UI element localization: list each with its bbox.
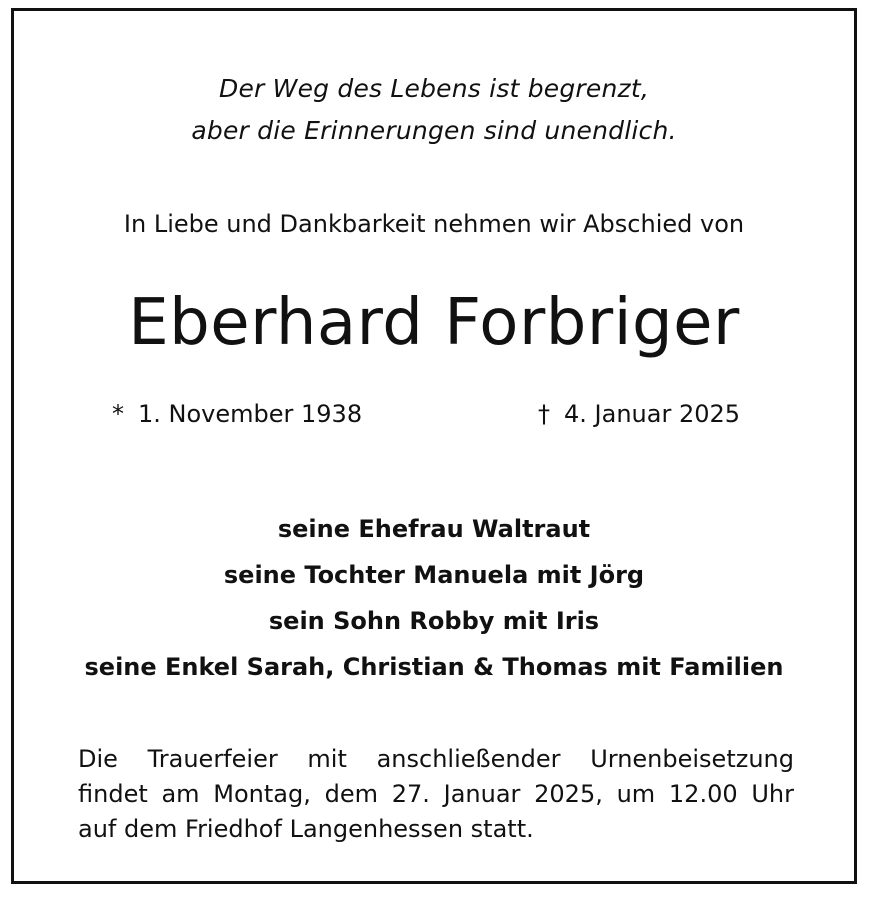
obituary-notice (11, 8, 857, 884)
quote-line-2: aber die Erinnerungen sind unendlich. (191, 116, 677, 145)
death-date-line (538, 399, 740, 429)
intro-text: In Liebe und Dankbarkeit nehmen wir Abschied von (123, 210, 745, 238)
service-line-2: findet am Montag, dem 27. Januar 2025, um 12.00 Uhr (78, 780, 794, 808)
service-line-1: Die Trauerfeier mit anschließender Urnenbeisetzung (78, 745, 794, 773)
birth-date-line (112, 399, 362, 429)
mourner-line: sein Sohn Robby mit Iris (268, 607, 600, 635)
quote-line-1: Der Weg des Lebens ist begrenzt, (219, 74, 649, 103)
mourner-line: seine Tochter Manuela mit Jörg (223, 561, 645, 589)
mourner-line: seine Enkel Sarah, Christian & Thomas mit Familien (84, 653, 784, 681)
birth-date: 1. November 1938 (138, 400, 363, 428)
service-line-3: auf dem Friedhof Langenhessen statt. (78, 815, 534, 843)
deceased-name: Eberhard Forbriger (128, 286, 740, 360)
death-cross-icon: † (538, 400, 550, 428)
death-date: 4. Januar 2025 (564, 400, 741, 428)
birth-star-icon: * (112, 400, 124, 428)
mourner-line: seine Ehefrau Waltraut (277, 515, 591, 543)
